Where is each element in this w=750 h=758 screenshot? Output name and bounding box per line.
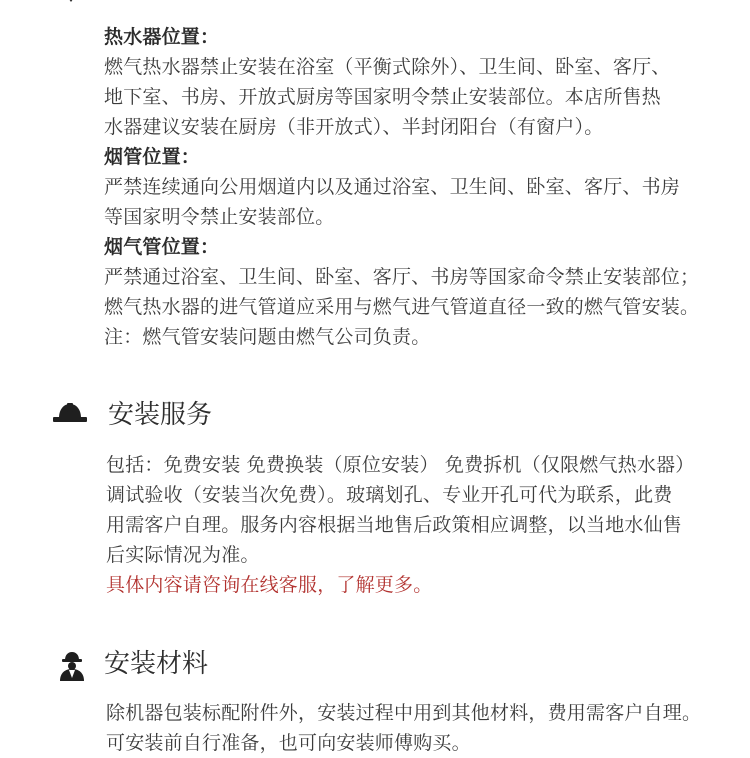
gas-pipe-location-note: 注：燃气管安装问题由燃气公司负责。 xyxy=(104,326,431,348)
water-heater-location-text: 水器建议安装在厨房（非开放式）、半封闭阳台（有窗户）。 xyxy=(104,116,604,138)
water-heater-location-text: 地下室、书房、开放式厨房等国家明令禁止安装部位。本店所售热 xyxy=(104,86,661,108)
hard-hat-icon xyxy=(53,402,87,422)
gas-pipe-location-heading: 烟气管位置： xyxy=(104,236,220,258)
flue-location-text: 严禁连续通向公用烟道内以及通过浴室、卫生间、卧室、客厅、书房 xyxy=(104,176,681,198)
water-heater-location-heading: 热水器位置： xyxy=(104,26,220,48)
gas-pipe-location-text: 燃气热水器的进气管道应采用与燃气进气管道直径一致的燃气管安装。 xyxy=(104,296,700,318)
install-materials-title: 安装材料 xyxy=(104,649,209,679)
partial-section-icon xyxy=(58,0,84,4)
worker-icon xyxy=(57,650,87,682)
install-service-text: 后实际情况为准。 xyxy=(106,544,260,566)
install-service-text: 用需客户自理。服务内容根据当地售后政策相应调整，以当地水仙售 xyxy=(106,514,683,536)
flue-location-text: 等国家明令禁止安装部位。 xyxy=(104,206,335,228)
install-materials-text: 除机器包装标配附件外，安装过程中用到其他材料，费用需客户自理。 xyxy=(106,702,702,724)
install-service-text: 调试验收（安装当次免费）。玻璃划孔、专业开孔可代为联系，此费 xyxy=(106,484,673,506)
water-heater-location-text: 燃气热水器禁止安装在浴室（平衡式除外）、卫生间、卧室、客厅、 xyxy=(104,56,671,78)
install-service-text: 包括：免费安装 免费换装（原位安装） 免费拆机（仅限燃气热水器） xyxy=(106,454,695,476)
consult-customer-service-link[interactable]: 具体内容请咨询在线客服，了解更多。 xyxy=(106,574,433,596)
flue-location-heading: 烟管位置： xyxy=(104,146,201,168)
install-materials-text: 可安装前自行准备，也可向安装师傅购买。 xyxy=(106,732,471,754)
install-service-title: 安装服务 xyxy=(108,400,213,430)
gas-pipe-location-text: 严禁通过浴室、卫生间、卧室、客厅、书房等国家命令禁止安装部位； xyxy=(104,266,700,288)
